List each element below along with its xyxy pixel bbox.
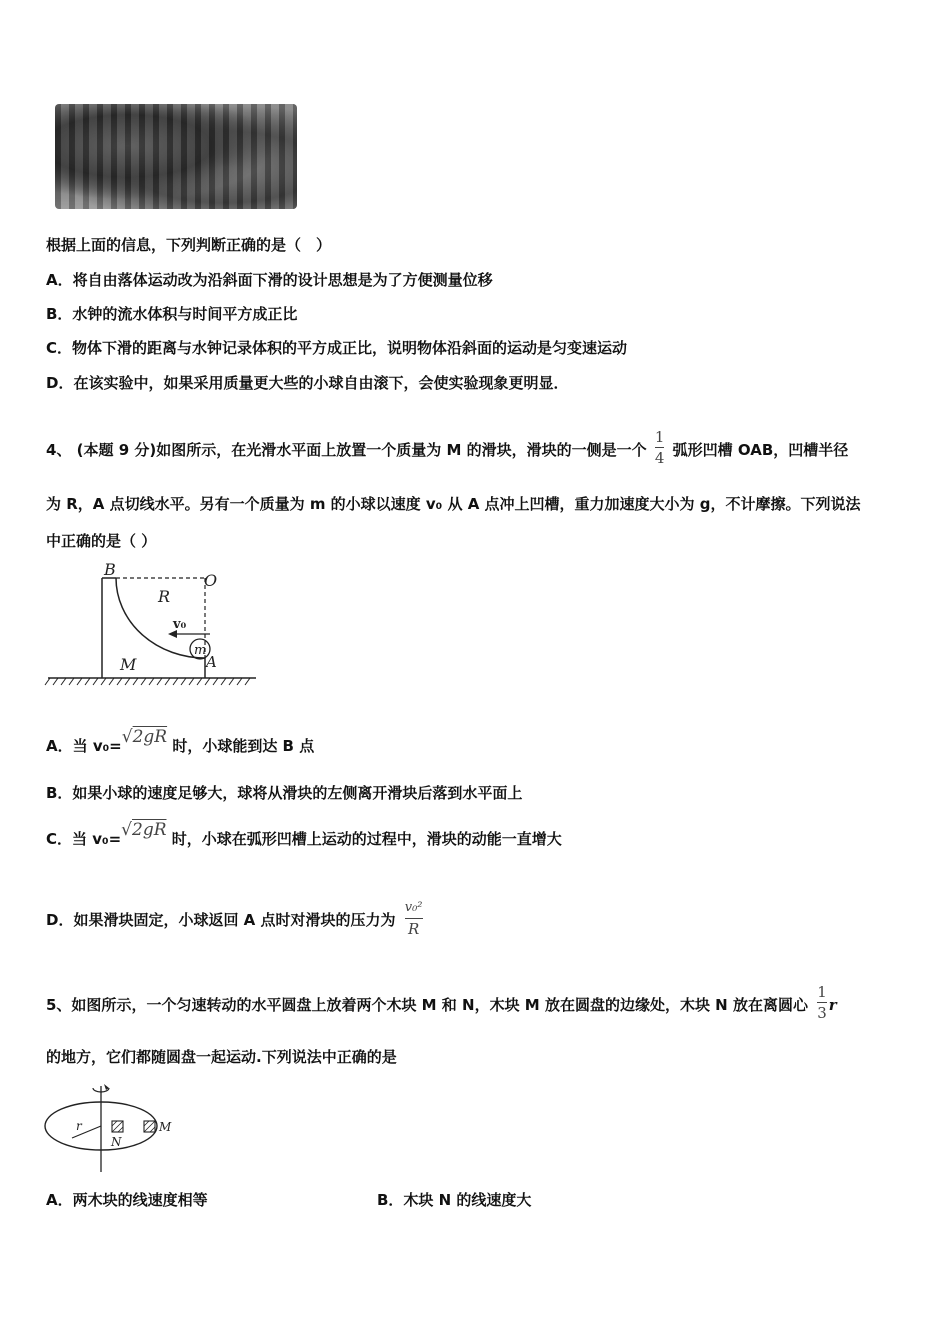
q4-label-M: M: [120, 655, 137, 674]
q5-third-fraction: [817, 983, 827, 1022]
q4-frac-den: 4: [654, 449, 665, 467]
q5-stem-pre: 5、如图所示，一个匀速转动的水平圆盘上放着两个木块 M 和 N，木块 M 放在圆盘的边缘处，木块 N 放在离圆心: [46, 996, 808, 1014]
q4-label-O: O: [204, 571, 218, 590]
q3-option-a[interactable]: A．将自由落体运动改为沿斜面下滑的设计思想是为了方便测量位移: [46, 271, 493, 289]
q5-label-r: r: [76, 1119, 82, 1133]
q5-option-b[interactable]: B．木块 N 的线速度大: [377, 1191, 532, 1209]
q4-frac-num: 1: [654, 428, 665, 446]
q4-slider-diagram: [40, 560, 270, 692]
q4-d-pre: D．如果滑块固定，小球返回 A 点时对滑块的压力为: [46, 911, 396, 929]
q4-option-b[interactable]: B．如果小球的速度足够大，球将从滑块的左侧离开滑块后落到水平面上: [46, 784, 523, 802]
q3-option-b[interactable]: B．水钟的流水体积与时间平方成正比: [46, 305, 298, 323]
q4-a-sqrt: √2gR: [121, 727, 168, 747]
q4-c-post: 时，小球在弧形凹槽上运动的过程中，滑块的动能一直增大: [171, 830, 562, 848]
q4-option-d[interactable]: [46, 901, 423, 940]
q5-stem-line1: [46, 983, 837, 1025]
q4-c-sqrt: √2gR: [121, 820, 167, 840]
q4-stem-line3: 中正确的是（ ）: [46, 532, 157, 550]
q4-a-pre: A．当 v₀=: [46, 737, 122, 755]
q4-label-R: R: [158, 587, 171, 606]
q4-label-A: A: [206, 653, 217, 671]
q3-stem: 根据上面的信息，下列判断正确的是（ ）: [46, 236, 332, 254]
q4-c-pre: C．当 v₀=: [46, 830, 122, 848]
experiment-photo: [55, 104, 297, 209]
q3-option-c[interactable]: C．物体下滑的距离与水钟记录体积的平方成正比，说明物体沿斜面的运动是匀变速运动: [46, 339, 628, 357]
q4-label-v0: v₀: [173, 617, 187, 632]
q5-option-a[interactable]: A．两木块的线速度相等: [46, 1191, 208, 1209]
q4-stem-pre: 4、 (本题 9 分)如图所示，在光滑水平面上放置一个质量为 M 的滑块，滑块的一侧是一个: [46, 441, 647, 459]
q4-d-num: v₀²: [404, 900, 423, 915]
q4-option-a[interactable]: [46, 727, 315, 756]
q4-stem-line2: 为 R，A 点切线水平。另有一个质量为 m 的小球以速度 v₀ 从 A 点冲上凹槽，重力加速度大小为 g，不计摩擦。下列说法: [46, 495, 861, 513]
q4-d-den: R: [407, 920, 420, 938]
q4-a-radicand: 2gR: [132, 727, 168, 747]
q4-label-m: m: [194, 643, 207, 658]
q4-stem-post: 弧形凹槽 OAB，凹槽半径: [672, 441, 849, 459]
q5-frac-num: 1: [817, 983, 827, 1001]
q4-option-c[interactable]: [46, 820, 562, 849]
q4-d-fraction: [405, 899, 423, 938]
q4-stem-line1: [46, 428, 849, 470]
q5-label-M: M: [159, 1120, 172, 1134]
q3-option-d[interactable]: D．在该实验中，如果采用质量更大些的小球自由滚下，会使实验现象更明显．: [46, 374, 569, 392]
q4-label-B: B: [104, 560, 116, 579]
q5-frac-r: r: [828, 996, 837, 1014]
q5-frac-den: 3: [817, 1004, 827, 1022]
q5-stem-line2: 的地方，它们都随圆盘一起运动.下列说法中正确的是: [46, 1048, 397, 1066]
q5-disk-diagram: [40, 1076, 190, 1176]
q4-c-radicand: 2gR: [132, 820, 167, 840]
q4-a-post: 时，小球能到达 B 点: [172, 737, 315, 755]
q4-quarter-fraction: [655, 428, 665, 467]
q5-label-N: N: [111, 1135, 122, 1149]
